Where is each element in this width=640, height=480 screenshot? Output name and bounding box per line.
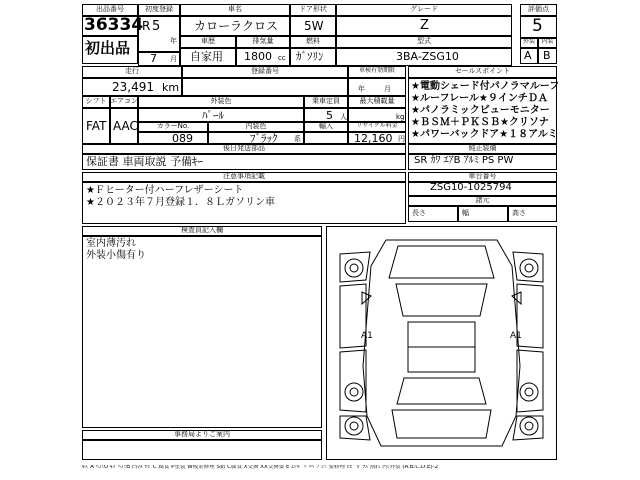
color-no: 089 — [172, 132, 193, 145]
reg-number-label: 登録番号 — [251, 67, 279, 75]
lot-label: 出品番号 — [96, 5, 124, 13]
km-unit: km — [162, 81, 180, 94]
grade-label: グレード — [410, 5, 438, 13]
recycle: 12,160 — [354, 132, 393, 145]
doors: 5W — [304, 19, 324, 33]
damage-mark-left: A1 — [361, 331, 373, 341]
car-diagram — [326, 226, 557, 460]
inspector-note-1: 室内薄汚れ — [86, 238, 136, 249]
height-label: 高さ — [512, 209, 526, 217]
aircon-label: エアコン — [110, 97, 138, 105]
inspection-cell — [348, 78, 406, 96]
recycle-label: リサイクル料金 — [356, 122, 398, 129]
fuel: ｶﾞｿﾘﾝ — [296, 50, 324, 63]
inspection-year-unit: 年 — [358, 85, 365, 93]
fuel-label: 燃料 — [306, 37, 320, 45]
month-unit: 月 — [170, 55, 177, 63]
shift: FAT — [86, 119, 107, 133]
notes-label: 注意事項記載 — [223, 172, 265, 180]
sales-point-5: ★パワーバックドア★１８アルミ — [411, 129, 558, 140]
inspection-month-unit: 月 — [384, 85, 391, 93]
mileage-label: 走行 — [125, 67, 139, 75]
era: R — [142, 19, 151, 33]
reg-number-cell — [182, 78, 348, 96]
dimension-label: 諸元 — [475, 196, 490, 204]
legend-text: ｷｽﾞA ﾍｺﾐU ｷｽﾞﾍｺﾐB 凹み ｻﾋﾞC 腐食 P塗装 W板金修理 S錆 C腐食 X交換 XX交換要 E ｴｸﾎﾞ ﾘ ﾘﾍﾟｱ ｼﾐ 要修理 ﾋﾋﾞ ｶﾞﾗｽ 割れ 内:外装 (A.B.C.D.E)-2 — [82, 465, 439, 470]
exterior-label: 外装 — [522, 38, 535, 45]
kei-unit: 系 — [294, 135, 301, 143]
first-reg-label: 初度登録 — [145, 5, 173, 13]
grade: Z — [420, 18, 429, 33]
score: 5 — [532, 16, 543, 36]
sales-point-label: セールスポイント — [454, 67, 511, 75]
model-label: 型式 — [417, 37, 431, 45]
car-type-label: 車歴 — [201, 37, 215, 45]
note-1: ★Ｆヒーター付ハーフレザーシート — [86, 185, 244, 196]
inspector-note-2: 外装小傷有り — [86, 250, 146, 261]
cc-unit: cc — [278, 54, 286, 62]
capacity-label: 乗車定員 — [312, 97, 340, 105]
width-label: 幅 — [462, 209, 469, 217]
year: 5 — [152, 19, 161, 34]
inspection-label: 車検有効期限 — [358, 67, 395, 74]
exterior-grade: A — [524, 49, 532, 62]
sales-point-1: ★電動シェード付パノラマルーフ — [411, 81, 560, 92]
interior-color: ﾌﾞﾗｯｸ — [250, 132, 278, 145]
chassis-label: 車台番号 — [468, 172, 497, 180]
load-label: 最大積載量 — [359, 97, 395, 105]
length-label: 長さ — [412, 209, 426, 217]
car-name: カローラクロス — [194, 19, 279, 33]
office-box — [82, 440, 322, 460]
color: ﾊﾟｰﾙ — [202, 109, 224, 122]
model: 3BA-ZSG10 — [396, 50, 459, 63]
person-unit: 人 — [340, 113, 347, 121]
import-cell — [304, 132, 348, 144]
month: 7 — [150, 52, 157, 65]
equipment: SR ｶﾜ ｴｱB ｱﾙﾐ PS PW — [414, 155, 514, 166]
import-label: 輸入 — [319, 122, 333, 130]
sales-point-3: ★パノラミックビューモニター — [411, 105, 550, 116]
capacity: 5 — [326, 109, 333, 122]
color-label: 外装色 — [210, 97, 232, 105]
doors-label: ドア形状 — [299, 5, 327, 13]
score-label: 評価点 — [528, 5, 549, 13]
shift-label: シフト — [85, 97, 107, 105]
damage-mark-right: A1 — [510, 331, 522, 341]
year-unit: 年 — [170, 37, 177, 45]
lot-number: 36334 — [84, 15, 144, 35]
kg-unit: kg — [396, 113, 405, 121]
sales-point-2: ★ルーフレール★９インチＤＡ — [411, 93, 548, 104]
inspector-box — [82, 236, 322, 428]
aircon: AAC — [113, 119, 138, 133]
displacement: 1800 — [244, 50, 272, 63]
displacement-label: 排気量 — [252, 37, 274, 45]
interior-grade: B — [543, 49, 551, 62]
equipment-label: 純正装備 — [468, 144, 497, 152]
sales-point-4: ★ＢＳＭ＋ＰＫＳＢ★クリソナ — [411, 117, 549, 128]
interior-label: 内装 — [541, 38, 554, 45]
car-type: 自家用 — [190, 50, 223, 63]
color-no-label: カラーNo. — [156, 122, 190, 130]
mileage: 23,491 — [112, 80, 154, 94]
office-label: 事務局よりご案内 — [174, 430, 230, 438]
yen-unit: 円 — [398, 135, 405, 143]
first-listing: 初出品 — [85, 39, 131, 57]
sent-parts: 保証書 車両取説 予備ｷｰ — [86, 155, 203, 168]
note-2: ★２０２３年７月登録１．８Ｌガソリン車 — [86, 197, 275, 208]
sent-parts-label: 後日発送部品 — [223, 144, 265, 152]
interior-color-label: 内装色 — [245, 122, 267, 130]
car-name-label: 車名 — [228, 5, 242, 13]
inspector-label: 検査員記入欄 — [181, 226, 223, 234]
chassis-no: ZSG10-1025794 — [430, 182, 512, 193]
